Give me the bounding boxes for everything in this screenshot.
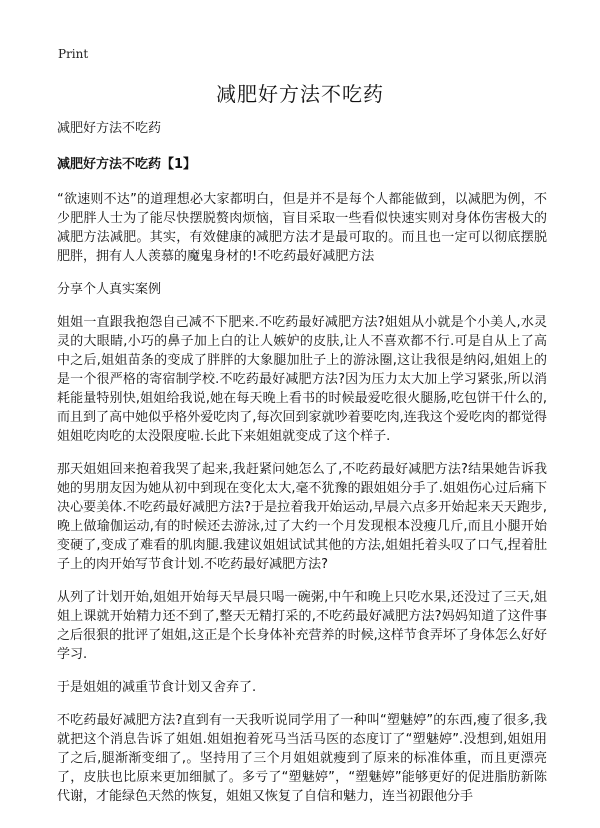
document-subtitle: 减肥好方法不吃药 [57,121,162,136]
section-heading: 减肥好方法不吃药【1】 [57,157,197,172]
paragraph-case-heading: 分享个人真实案例 [57,282,162,297]
document-title: 减肥好方法不吃药 [216,82,384,106]
print-link[interactable]: Print [58,47,89,61]
paragraph-story-4: 于是姐姐的减重节食计划又舍弃了. [57,680,257,695]
paragraph-story-2: 那天姐姐回来抱着我哭了起来,我赶紧问她怎么了,不吃药最好减肥方法?结果她告诉我她的男朋友因为她从初中到现在变化太大,毫不犹豫的跟姐姐分手了.姐姐伤心过后痛下决心要美体.不吃药最好减肥方法?于是拉着我开始运动,早晨六点多开始起来天天跑步,晚上做瑜伽运动,有的时候还去游泳,过了大约一个月发现根本没瘦几斤,而且小腿开始变硬了,变成了难看的肌肉腿.我建议姐姐试试其他的方法,姐姐托着头叹了口气,捏着肚子上的肉开始写节食计划.不吃药最好减肥方法? [57,462,547,572]
paragraph-intro: “欲速则不达”的道理想必大家都明白，但是并不是每个人都能做到，以减肥为例，不少肥胖人士为了能尽快摆脱赘肉烦恼，盲目采取一些看似快速实则对身体伤害极大的减肥方法减肥。其实，有效健康的减肥方法才是最可取的。而且也一定可以彻底摆脱肥胖，拥有人人羡慕的魔鬼身材的!不吃药最好减肥方法 [57,192,547,264]
document-body [57,120,547,820]
paragraph-story-1: 姐姐一直跟我抱怨自己减不下肥来.不吃药最好减肥方法?姐姐从小就是个小美人,水灵灵的大眼睛,小巧的鼻子加上白的让人嫉妒的皮肤,让人不喜欢都不行.可是自从上了高中之后,姐姐苗条的变成了胖胖的大象腿加肚子上的游泳圈,这让我很是纳闷,姐姐上的是一个很严格的寄宿制学校.不吃药最好减肥方法?因为压力太大加上学习紧张,所以消耗能量特别快,姐姐给我说,她在每天晚上看书的时候最爱吃很火腿肠,吃包饼干什么的,而且到了高中她似乎格外爱吃肉了,每次回到家就吵着要吃肉,连我这个爱吃肉的都觉得姐姐吃肉吃的太没限度啦.长此下来姐姐就变成了这个样子. [57,315,547,444]
paragraph-story-5: 不吃药最好减肥方法?直到有一天我听说同学用了一种叫“塑魅婷”的东西,瘦了很多,我就把这个消息告诉了姐姐.姐姐抱着死马当活马医的态度订了“塑魅婷”.没想到,姐姐用了之后,腿渐渐变细了,。坚持用了三个月姐姐就瘦到了原来的标准体重，而且更漂亮了，皮肤也比原来更加细腻了。多亏了“塑魅婷”，“塑魅婷”能够更好的促进脂肪新陈代谢，才能绿色天然的恢复，姐姐又恢复了自信和魅力，连当初跟他分手 [57,713,547,804]
paragraph-story-3: 从列了计划开始,姐姐开始每天早晨只喝一碗粥,中午和晚上只吃水果,还没过了三天,姐姐上课就开始精力还不到了,整天无精打采的,不吃药最好减肥方法?妈妈知道了这件事之后很狠的批评了姐姐,这正是个长身体补充营养的时候,这样节食弄坏了身体怎么好好学习. [57,590,547,662]
